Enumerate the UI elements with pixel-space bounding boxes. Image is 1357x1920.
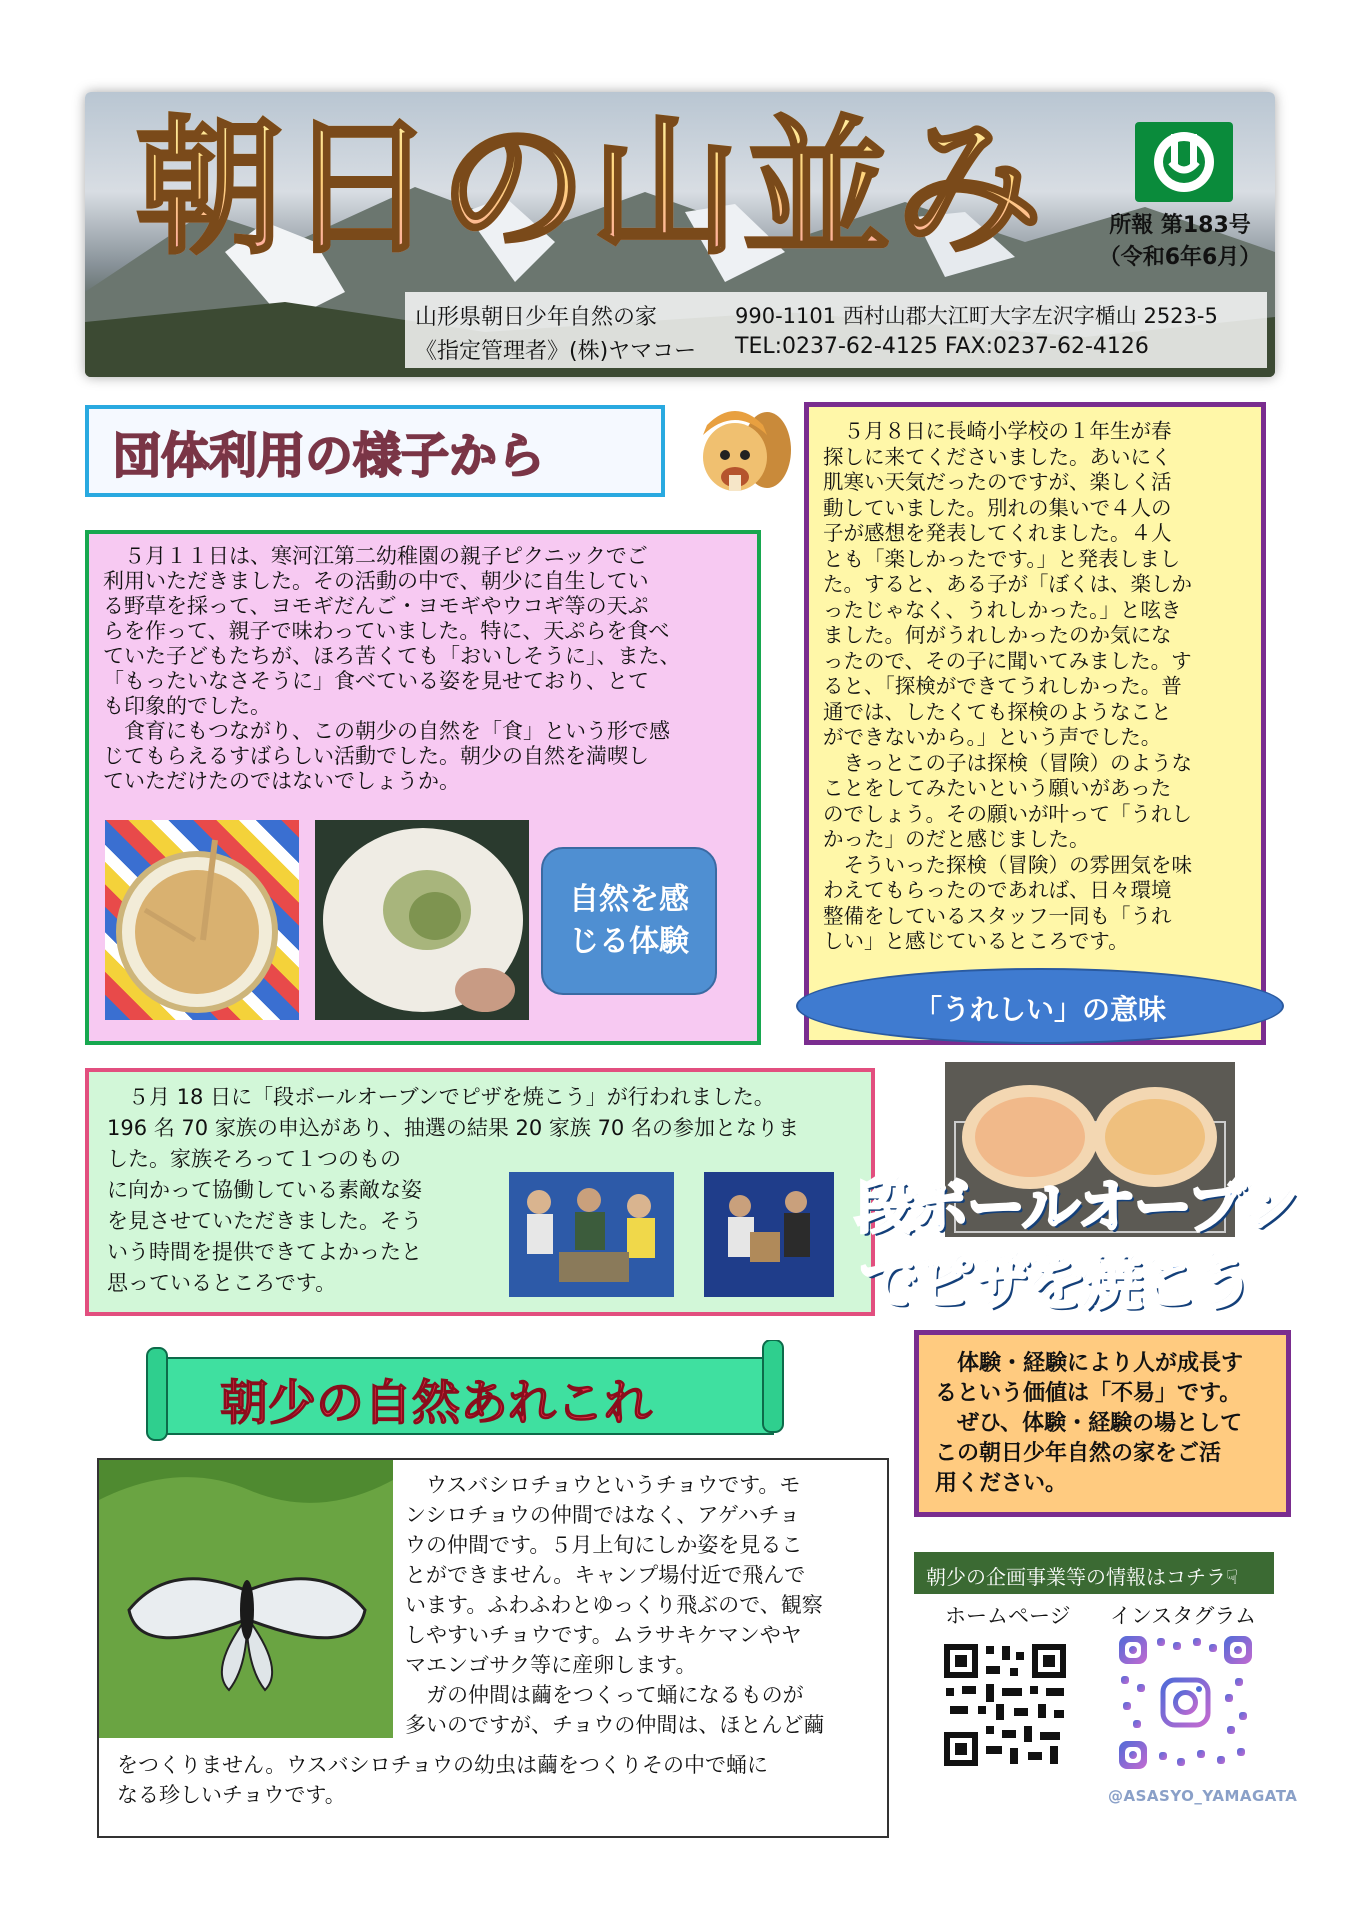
text-line: 「もったいなさそうに」食べている姿を見せており、とて bbox=[103, 669, 649, 693]
manager-name: 《指定管理者》(株)ヤマコー bbox=[415, 339, 697, 364]
text-line: そういった探検（冒険）の雰囲気を味 bbox=[823, 852, 1192, 877]
instagram-label: インスタグラム bbox=[1110, 1604, 1257, 1628]
pizza-event-title-line2: でピザを焼こう bbox=[860, 1249, 1253, 1317]
oven-building-photo bbox=[704, 1172, 834, 1297]
text-line: 整備をしているスタッフ一同も「うれ bbox=[823, 903, 1172, 928]
text-line: ったじゃなく、うれしかった。」と呟き bbox=[823, 597, 1182, 622]
butterfly-text-narrow bbox=[405, 1470, 875, 1740]
text-line: 用ください。 bbox=[935, 1471, 1068, 1496]
text-line: なる珍しいチョウです。 bbox=[117, 1783, 346, 1807]
callout-line: 自然を感 bbox=[569, 882, 689, 917]
text-line: ５月 18 日に「段ボールオーブンでピザを焼こう」が行われました。 bbox=[107, 1085, 775, 1109]
pizza-event-title-line1: 段ボールオーブン bbox=[855, 1173, 1297, 1241]
kindergarten-article bbox=[85, 530, 761, 1045]
text-line: います。ふわふわとゆっくり飛ぶので、観察 bbox=[405, 1593, 823, 1617]
text-line: 思っているところです。 bbox=[107, 1271, 337, 1295]
text-line: をつくりません。ウスバシロチョウの幼虫は繭をつくりその中で蛹に bbox=[117, 1753, 768, 1777]
text-line: 通では、したくても探検のようなこと bbox=[823, 699, 1172, 724]
emblem-logo bbox=[1135, 122, 1233, 202]
nagasaki-article bbox=[804, 402, 1266, 1045]
text-line: 食育にもつながり、この朝少の自然を「食」という形で感 bbox=[103, 719, 670, 743]
issue-number-line: 所報 第183号 bbox=[1109, 213, 1251, 238]
text-line: 利用いただきました。その活動の中で、朝少に自生してい bbox=[103, 569, 649, 593]
text-line: かった」のだと感じました。 bbox=[823, 827, 1090, 851]
text-line: 動していました。別れの集いで４人の bbox=[823, 495, 1172, 520]
text-line: ガの仲間は繭をつくって蛹になるものが bbox=[405, 1683, 804, 1707]
families-working-photo bbox=[509, 1172, 674, 1297]
text-line: のでしょう。その願いが叶って「うれし bbox=[823, 801, 1192, 826]
contact-panel bbox=[405, 292, 1267, 368]
text-line: る野草を採って、ヨモギだんご・ヨモギやウコギ等の天ぷ bbox=[103, 594, 649, 618]
squirrel-mascot-icon bbox=[685, 395, 795, 500]
pizza-event-article bbox=[85, 1068, 875, 1316]
text-line: た。すると、ある子が「ぼくは、楽しか bbox=[823, 572, 1192, 596]
instagram-handle: @ASASYO_YAMAGATA bbox=[1108, 1787, 1298, 1805]
instagram-qr-code[interactable] bbox=[1113, 1630, 1258, 1775]
issue-number bbox=[1095, 210, 1265, 274]
meaning-of-ureshii-label bbox=[796, 968, 1284, 1044]
text-line: らを作って、親子で味わっていました。特に、天ぷらを食べ bbox=[103, 619, 670, 643]
text-line: ていただけたのではないでしょうか。 bbox=[103, 769, 460, 793]
herb-cloth-photo bbox=[315, 820, 529, 1020]
text-line: ウの仲間です。５月上旬にしか姿を見るこ bbox=[405, 1533, 803, 1557]
text-line: 196 名 70 家族の申込があり、抽選の結果 20 家族 70 名の参加となりま bbox=[107, 1116, 799, 1140]
text-line: しやすいチョウです。ムラサキケマンやヤ bbox=[405, 1623, 802, 1647]
pizza-text-full bbox=[107, 1082, 867, 1175]
butterfly-article bbox=[97, 1458, 889, 1838]
text-line: 体験・経験により人が成長す bbox=[935, 1351, 1244, 1376]
text-line: この朝日少年自然の家をご活 bbox=[935, 1441, 1222, 1466]
experience-text bbox=[935, 1349, 1275, 1499]
text-line: した。家族そろって１つのもの bbox=[107, 1147, 401, 1171]
text-line: 多いのですが、チョウの仲間は、ほとんど繭 bbox=[405, 1713, 825, 1737]
text-line: ました。何がうれしかったのか気にな bbox=[823, 623, 1172, 647]
text-line: ると、「探検ができてうれしかった。普 bbox=[823, 674, 1182, 698]
nature-experience-callout bbox=[541, 847, 717, 995]
masthead-banner bbox=[85, 92, 1275, 377]
text-line: ウスバシロチョウというチョウです。モ bbox=[405, 1473, 801, 1497]
butterfly-photo bbox=[99, 1460, 393, 1738]
org-name: 山形県朝日少年自然の家 bbox=[415, 305, 658, 330]
text-line: とができません。キャンプ場付近で飛んで bbox=[405, 1563, 806, 1587]
text-line: ンシロチョウの仲間ではなく、アゲハチョ bbox=[405, 1503, 800, 1527]
butterfly-text-full bbox=[117, 1750, 877, 1810]
text-line: じてもらえるすばらしい活動でした。朝少の自然を満喫し bbox=[103, 744, 649, 768]
text-line: ５月８日に長崎小学校の１年生が春 bbox=[823, 419, 1172, 443]
text-line: マエンゴサク等に産卵します。 bbox=[405, 1653, 697, 1677]
text-line: わえてもらったのであれば、日々環境 bbox=[823, 878, 1172, 902]
homepage-qr-code[interactable] bbox=[940, 1640, 1070, 1770]
kindergarten-text bbox=[103, 544, 749, 794]
text-line: ていた子どもたちが、ほろ苦くても「おいしそうに」、また、 bbox=[103, 644, 681, 668]
nature-section-title: 朝少の自然あれこれ bbox=[220, 1375, 653, 1431]
info-link-bar bbox=[914, 1552, 1274, 1594]
text-line: も印象的でした。 bbox=[103, 694, 271, 718]
issue-date-line: （令和6年6月） bbox=[1098, 245, 1262, 270]
masthead-title: 朝日の山並み bbox=[135, 100, 1047, 278]
callout-line: じる体験 bbox=[569, 924, 689, 959]
text-line: に向かって協働している素敵な姿 bbox=[107, 1178, 422, 1202]
oval-label-text: 「うれしい」の意味 bbox=[913, 993, 1166, 1026]
text-line: を見させていただきました。そう bbox=[107, 1209, 422, 1233]
text-line: 探しに来てくださいました。あいにく bbox=[823, 444, 1172, 469]
info-bar-text: 朝少の企画事業等の情報はコチラ☟ bbox=[926, 1565, 1239, 1589]
text-line: ことをしてみたいという願いがあった bbox=[823, 776, 1172, 800]
pizza-text-narrow bbox=[107, 1175, 487, 1299]
homepage-label: ホームページ bbox=[945, 1604, 1071, 1628]
section-title-group-use bbox=[85, 405, 665, 497]
nagasaki-text bbox=[823, 419, 1251, 955]
text-line: 肌寒い天気だったのですが、楽しく活 bbox=[823, 470, 1172, 494]
experience-message bbox=[914, 1330, 1291, 1517]
text-line: いう時間を提供できてよかったと bbox=[107, 1240, 422, 1264]
address: 990-1101 西村山郡大江町大字左沢字楯山 2523-5 bbox=[735, 304, 1218, 328]
text-line: しい」と感じているところです。 bbox=[823, 929, 1129, 953]
section-title-text: 団体利用の様子から bbox=[113, 428, 546, 484]
kinako-bowl-photo bbox=[105, 820, 299, 1020]
phone-fax: TEL:0237-62-4125 FAX:0237-62-4126 bbox=[735, 334, 1149, 359]
text-line: ができないから。」という声でした。 bbox=[823, 725, 1162, 749]
text-line: ったので、その子に聞いてみました。す bbox=[823, 648, 1192, 673]
text-line: ぜひ、体験・経験の場として bbox=[935, 1411, 1243, 1436]
text-line: きっとこの子は探検（冒険）のような bbox=[823, 750, 1192, 775]
text-line: るという価値は「不易」です。 bbox=[935, 1381, 1242, 1406]
text-line: とも「楽しかったです。」と発表しまし bbox=[823, 546, 1181, 571]
text-line: ５月１１日は、寒河江第二幼稚園の親子ピクニックでご bbox=[103, 544, 648, 568]
text-line: 子が感想を発表してくれました。４人 bbox=[823, 521, 1172, 545]
